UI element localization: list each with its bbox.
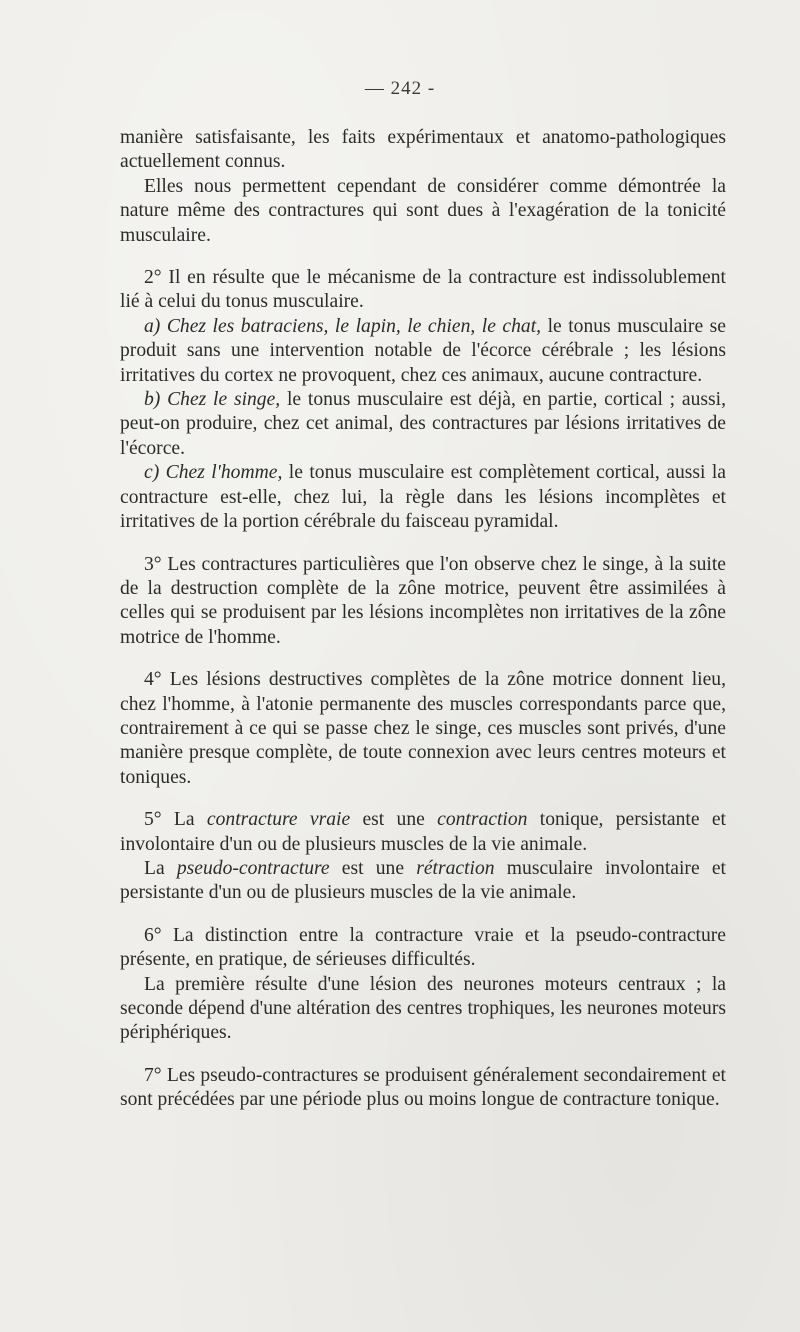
paragraph xyxy=(120,668,726,790)
text-run: tonique, persistante et involontaire d'un ou de plusieurs muscles de la vie animale. xyxy=(120,809,726,855)
text-run: Elles nous permettent cependant de considérer comme démontrée la nature même des contractures qui sont dues à l'exagération de la tonicité musculaire. xyxy=(120,175,726,246)
paragraph xyxy=(120,973,726,1046)
text-run: est une xyxy=(350,809,438,831)
text-run: La xyxy=(144,857,177,879)
text-run: le tonus musculaire est complètement cortical, aussi la contracture est-elle, chez lui, la règle dans les lésions incomplètes et irritatives de la portion cérébrale du faisceau pyramidal. xyxy=(120,462,726,533)
paragraph xyxy=(120,315,726,388)
text-run: le tonus musculaire est déjà, en partie, cortical ; aussi, peut-on produire, chez cet animal, des contractures par lésions irritatives de l'écorce. xyxy=(120,389,726,459)
text-run: 4° Les lésions destructives complètes de la zône motrice donnent lieu, chez l'homme, à l'atonie permanente des muscles correspondants parce que, contrairement à ce qui se passe chez le singe, ces muscles sont privés, d'une manière presque complète, de toute connexion avec leurs centres moteurs et toniques. xyxy=(120,669,726,788)
text-run: 3° Les contractures particulières que l'on observe chez le singe, à la suite de la destruction complète de la zône motrice, peuvent être assimilées à celles qui se produisent par les lésions incomplètes non irritatives de la zône motrice de l'homme. xyxy=(120,553,726,648)
page-number: — 242 - xyxy=(364,78,436,99)
paragraph xyxy=(120,553,726,651)
paragraph xyxy=(120,924,726,973)
paragraph xyxy=(120,175,726,248)
paragraph xyxy=(120,857,726,906)
italic-text: contraction xyxy=(437,809,528,831)
paragraph xyxy=(120,1064,726,1113)
text-run: La première résulte d'une lésion des neurones moteurs centraux ; la seconde dépend d'une altération des centres trophiques, les neurones moteurs périphériques. xyxy=(120,973,726,1044)
italic-text: contracture vraie xyxy=(206,809,351,831)
text-run: 7° Les pseudo-contractures se produisent généralement secondairement et sont précédées par une période plus ou moins longue de contracture tonique. xyxy=(120,1064,726,1111)
text-run: musculaire involontaire et persistante d'un ou de plusieurs muscles de la vie animale. xyxy=(120,857,726,904)
body-text xyxy=(120,126,726,1113)
paragraph xyxy=(120,388,726,461)
text-run: 5° La xyxy=(144,809,207,831)
paragraph xyxy=(120,126,726,175)
text-run: 2° Il en résulte que le mécanisme de la contracture est indissolublement lié à celui du tonus musculaire. xyxy=(120,267,726,313)
text-run: est une xyxy=(329,857,417,879)
text-run: manière satisfaisante, les faits expérimentaux et anatomo-pathologiques actuellement connus. xyxy=(120,127,726,173)
italic-text: c) Chez l'homme, xyxy=(144,462,283,484)
paragraph xyxy=(120,808,726,857)
paragraph xyxy=(120,266,726,315)
italic-text: a) Chez les batraciens, le lapin, le chien, le chat, xyxy=(144,315,542,337)
italic-text: pseudo-contracture xyxy=(176,857,330,879)
paragraph xyxy=(120,461,726,534)
italic-text: b) Chez le singe, xyxy=(144,389,281,411)
italic-text: rétraction xyxy=(416,857,495,879)
text-run: le tonus musculaire se produit sans une intervention notable de l'écorce cérébrale ; les lésions irritatives du cortex ne provoquent, chez ces animaux, aucune contracture. xyxy=(120,315,726,386)
text-run: 6° La distinction entre la contracture vraie et la pseudo-contracture présente, en pratique, de sérieuses difficultés. xyxy=(120,924,726,971)
